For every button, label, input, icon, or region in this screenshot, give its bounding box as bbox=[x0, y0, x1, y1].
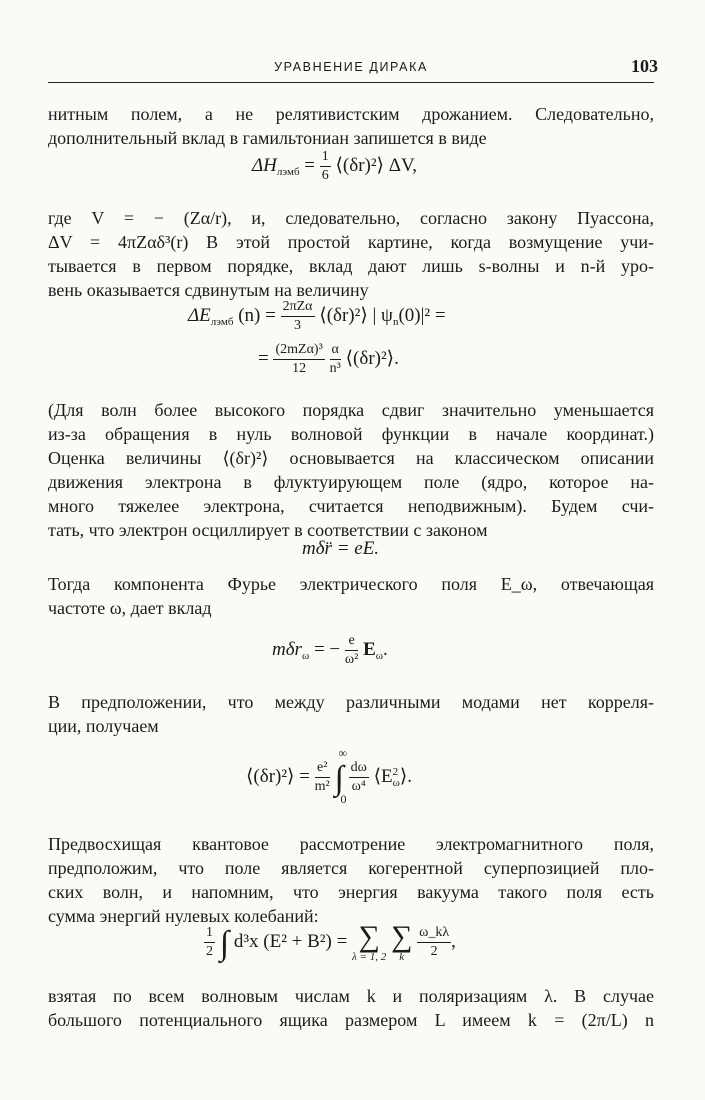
eq-tail: ⟨(δr)²⟩. bbox=[345, 347, 399, 369]
paragraph-6 bbox=[48, 832, 654, 928]
eq-subscript: n bbox=[392, 315, 399, 328]
fraction-numerator: (2mZα)³ bbox=[273, 343, 324, 360]
paragraph-5 bbox=[48, 690, 654, 738]
fraction bbox=[315, 761, 330, 794]
equation-motion bbox=[302, 538, 379, 560]
text-line: много тяжелее электрона, считается неподвижным). Будем счи- bbox=[48, 496, 654, 516]
text-line: Предвосхищая квантовое рассмотрение электромагнитного поля, bbox=[48, 834, 654, 854]
integral-upper-limit: ∞ bbox=[338, 746, 348, 760]
eq-equals: = − bbox=[313, 638, 341, 660]
text-line: большого потенциального ящика размером L имеем k = (2π/L) n bbox=[48, 1010, 654, 1030]
integral-sign-icon: ∫ bbox=[219, 924, 230, 962]
eq-subscript: ω bbox=[301, 649, 310, 662]
fraction-numerator: α bbox=[330, 343, 341, 360]
fraction-denominator: m² bbox=[314, 779, 330, 795]
sigma-icon: ∑ bbox=[358, 920, 380, 953]
sum-index: k bbox=[399, 951, 405, 963]
fraction-denominator: 12 bbox=[292, 361, 307, 376]
fraction bbox=[349, 761, 369, 794]
equation-lamb-shift-line2 bbox=[258, 343, 399, 376]
eq-equals: = bbox=[258, 347, 269, 369]
fraction-denominator: ω² bbox=[344, 652, 359, 667]
eq-end: . bbox=[383, 638, 388, 660]
fraction-numerator: ω_kλ bbox=[417, 926, 451, 943]
paragraph-4 bbox=[48, 572, 654, 620]
equation-lamb-shift-line1 bbox=[188, 300, 446, 333]
paragraph-7 bbox=[48, 984, 654, 1032]
integral-sign-icon: ∫ bbox=[334, 760, 344, 797]
text-line: (Для волн более высокого порядка сдвиг значительно уменьшается bbox=[48, 400, 654, 420]
eq-subscript: ω bbox=[392, 776, 400, 789]
fraction-numerator: dω bbox=[349, 761, 369, 778]
text-line: где V = − (Zα/r), и, следовательно, согласно закону Пуассона, bbox=[48, 208, 654, 228]
fraction-numerator: e bbox=[345, 634, 358, 651]
running-title: УРАВНЕНИЕ ДИРАКА bbox=[274, 60, 428, 74]
sum-over-wavenumbers bbox=[391, 922, 412, 963]
eq-end: ⟩. bbox=[399, 766, 413, 787]
eq-symbol: ΔE bbox=[188, 304, 211, 326]
eq-middle: ⟨(δr)²⟩ | ψ bbox=[319, 304, 393, 326]
fraction-denominator: 6 bbox=[321, 168, 329, 183]
eq-rhs: ⟨(δr)²⟩ ΔV, bbox=[335, 154, 417, 176]
text-line: тать, что электрон осциллирует в соответствии с законом bbox=[48, 520, 488, 540]
equation-lamb-hamiltonian: $\Delta H_{лэмб}$ = $\frac{1}{6}$ ⟨(δr)²⟩ ΔV, bbox=[252, 149, 417, 183]
text-line: сумма энергий нулевых колебаний: bbox=[48, 906, 319, 926]
text-line: Тогда компонента Фурье электрического поля E_ω, отвечающая bbox=[48, 574, 654, 594]
text-line: вень оказывается сдвинутым на величину bbox=[48, 280, 369, 300]
text-line: тывается в первом порядке, вклад дают лишь s-волны и n-й уро- bbox=[48, 256, 654, 276]
eq-tail: (0)|² = bbox=[398, 304, 446, 326]
text-line: ских волн, и напомним, что энергия вакуума такого поля есть bbox=[48, 882, 654, 902]
integral-lower-limit: 0 bbox=[340, 792, 347, 806]
sum-index: λ = 1, 2 bbox=[352, 951, 387, 963]
text-line: предположим, что поле является когерентной суперпозицией пло- bbox=[48, 858, 654, 878]
text-line: Оценка величины ⟨(δr)²⟩ основывается на классическом описании bbox=[48, 448, 654, 468]
text-line: ΔV = 4πZαδ³(r) В этой простой картине, когда возмущение учи- bbox=[48, 232, 654, 252]
fraction-denominator: n³ bbox=[329, 361, 341, 376]
paragraph-2 bbox=[48, 206, 654, 302]
text-line: ции, получаем bbox=[48, 716, 159, 736]
eq-lhs: ⟨(δr)²⟩ = bbox=[246, 766, 310, 787]
eq-end: , bbox=[451, 930, 456, 952]
paragraph-1 bbox=[48, 102, 654, 150]
text-line: В предположении, что между различными модами нет корреля- bbox=[48, 692, 654, 712]
eq-argument: (n) = bbox=[238, 304, 276, 326]
fraction-numerator: 1 bbox=[320, 150, 331, 167]
equation-mean-square bbox=[246, 746, 413, 806]
text-line: движения электрона в флуктуирующем поле (ядро, которое на- bbox=[48, 472, 654, 492]
eq-integrand: d³x (E² + B²) = bbox=[233, 930, 348, 952]
text-line: нитным полем, а не релятивистским дрожанием. Следовательно, bbox=[48, 104, 654, 124]
eq-text: mδr̈ = eE. bbox=[302, 538, 380, 559]
fraction-denominator: ω⁴ bbox=[351, 779, 366, 795]
fraction-numerator: e² bbox=[315, 761, 330, 778]
fraction bbox=[345, 634, 358, 667]
eq-subscript: ω bbox=[375, 649, 383, 662]
integral bbox=[334, 746, 348, 806]
equation-vacuum-energy bbox=[204, 922, 456, 963]
fraction-denominator: 3 bbox=[294, 318, 302, 333]
paragraph-3 bbox=[48, 398, 654, 542]
fraction-numerator: 2πZα bbox=[281, 300, 315, 317]
eq-symbol: E bbox=[363, 638, 376, 660]
eq-rhs: ⟨E bbox=[373, 766, 393, 787]
fraction bbox=[320, 150, 331, 183]
text-line: взятая по всем волновым числам k и поляризациям λ. В случае bbox=[48, 986, 654, 1006]
text-line: из-за обращения в нуль волновой функции в начале координат.) bbox=[48, 424, 654, 444]
fraction-denominator: 2 bbox=[206, 944, 213, 959]
eq-subscript: лэмб bbox=[276, 165, 300, 178]
sigma-icon: ∑ bbox=[390, 920, 413, 953]
eq-subscript: лэмб bbox=[210, 315, 234, 328]
fraction bbox=[417, 926, 451, 959]
fraction bbox=[281, 300, 315, 333]
fraction-denominator: 2 bbox=[430, 944, 438, 959]
fraction-numerator: 1 bbox=[204, 926, 215, 943]
eq-symbol: mδr bbox=[272, 638, 302, 660]
sum-over-polarizations bbox=[352, 922, 386, 963]
page-number: 103 bbox=[631, 56, 658, 76]
text-line: дополнительный вклад в гамильтониан запишется в виде bbox=[48, 128, 487, 148]
fraction bbox=[204, 926, 215, 959]
equation-fourier-component bbox=[272, 634, 388, 667]
eq-superscript: 2 bbox=[392, 765, 399, 778]
eq-symbol: ΔH bbox=[252, 154, 277, 176]
fraction bbox=[273, 343, 324, 376]
page-header bbox=[48, 56, 658, 83]
text-line: частоте ω, дает вклад bbox=[48, 598, 212, 618]
fraction bbox=[330, 343, 341, 376]
